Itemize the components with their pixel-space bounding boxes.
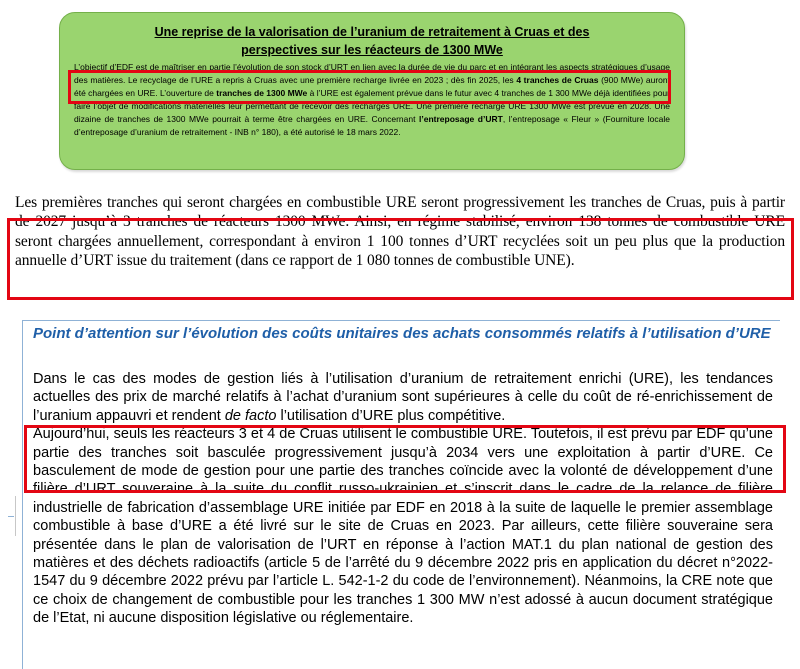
summary-title xyxy=(74,23,670,59)
attention-text: Dans le cas des modes de gestion liés à l’utilisation d’uranium de retraitement enrichi (URE), les tendances actuelles des prix de marché relatifs à l’achat d’uranium sont supérieures à celle du coût de ré-enrichissement de l’uranium appauvri et rendent xyxy=(33,371,773,424)
summary-body xyxy=(74,61,670,138)
summary-bold-entreposage: l’entreposage d’URT xyxy=(419,113,503,124)
summary-title-line2: perspectives sur les réacteurs de 1300 MWe xyxy=(241,43,503,57)
summary-text: à l’URE est également prévue dans le futur avec 4 tranches de 1 300 MWe déjà identifiées pour faire l’objet de modifications matérielles leur permettant de recevoir des recharges URE. Une première recharge URE 1300 MWe est prévue en 2028. Une dizaine de tranches de 1300 MWe pourrait à terme être chargées en URE. Concernant xyxy=(74,87,670,124)
summary-bold-cruas: 4 tranches de Cruas xyxy=(516,74,599,85)
body-paragraph: Les premières tranches qui seront chargées en combustible URE seront progressivement les tranches de Cruas, puis à partir de 2027 jusqu’à 3 tranches de réacteurs 1300 MWe. Ainsi, en régime stabilisé, environ 138 tonnes de combustible URE seront chargées annuellement, correspondant à environ 1 100 tonnes d’URT recyclées soit un peu plus que la production annuelle d’URT issue du traitement (dans ce rapport de 1 080 tonnes de combustible UNE). xyxy=(15,194,785,270)
margin-tick xyxy=(8,516,14,517)
attention-section-title: Point d’attention sur l’évolution des coûts unitaires des achats consommés relatifs à l’utilisation d’URE xyxy=(33,325,771,342)
summary-box xyxy=(59,12,685,170)
summary-text: , l’entreposage « Fleur » (Fourniture locale d’entreposage d’uranium de retraitement - INB n° 180), a été autorisé le 18 mars 2022. xyxy=(74,113,671,137)
summary-title-line1: Une reprise de la valorisation de l’uranium de retraitement à Cruas et des xyxy=(154,25,590,39)
summary-text: L’objectif d’EDF est de maîtriser en partie l’évolution de son stock d’URT en lien avec la durée de vie du parc et en intégrant les aspects stratégiques d’usage des matières. Le recyclage de l’URE a repris à Cruas avec une première recharge livrée en 2023 ; dès fin 2025, les xyxy=(74,62,670,85)
attention-text: l’utilisation d’URE plus compétitive. xyxy=(276,407,506,424)
attention-paragraph-2: Aujourd’hui, seuls les réacteurs 3 et 4 de Cruas utilisent le combustible URE. Toutefois, il est prévu par EDF qu’une partie des tranches soit basculée progressivement jusqu’à 2034 vers une exploitation à partir d’URE. Ce basculement de mode de gestion pour une partie des tranches coïncide avec la volonté de développement d’une filière d’URT souveraine à la suite du conflit russo-ukrainien et s’inscrit dans le cadre de la relance de filière industrielle de fabrication d’assemblage URE initiée par EDF en 2018 à la suite de laquelle le premier assemblage combustible à base d’URE a été livré sur le site de Cruas en 2023. Par ailleurs, cette filière souveraine sera présentée dans le plan de valorisation de l’URT en réponse à l’action MAT.1 du plan national de gestion des matières et des déchets radioactifs (article 5 de l’arrêté du 9 décembre 2022 pris en application du décret n°2022-1547 du 9 décembre 2022 prévu par l’article L. 542-1-2 du code de l’environnement). Néanmoins, la CRE note que ce choix de changement de combustible pour les tranches 1 300 MW n’est adossé à aucun document stratégique de l’Etat, ni aucune disposition législative ou réglementaire. xyxy=(33,426,773,627)
attention-italic-text: de facto xyxy=(224,407,277,424)
attention-section-body xyxy=(33,370,773,628)
attention-paragraph-1 xyxy=(33,370,773,425)
summary-text: (900 MWe) auront été chargées en URE. L’ouverture de xyxy=(74,74,670,98)
margin-line xyxy=(15,496,16,536)
summary-bold-1300: tranches de 1300 MWe xyxy=(216,87,308,98)
